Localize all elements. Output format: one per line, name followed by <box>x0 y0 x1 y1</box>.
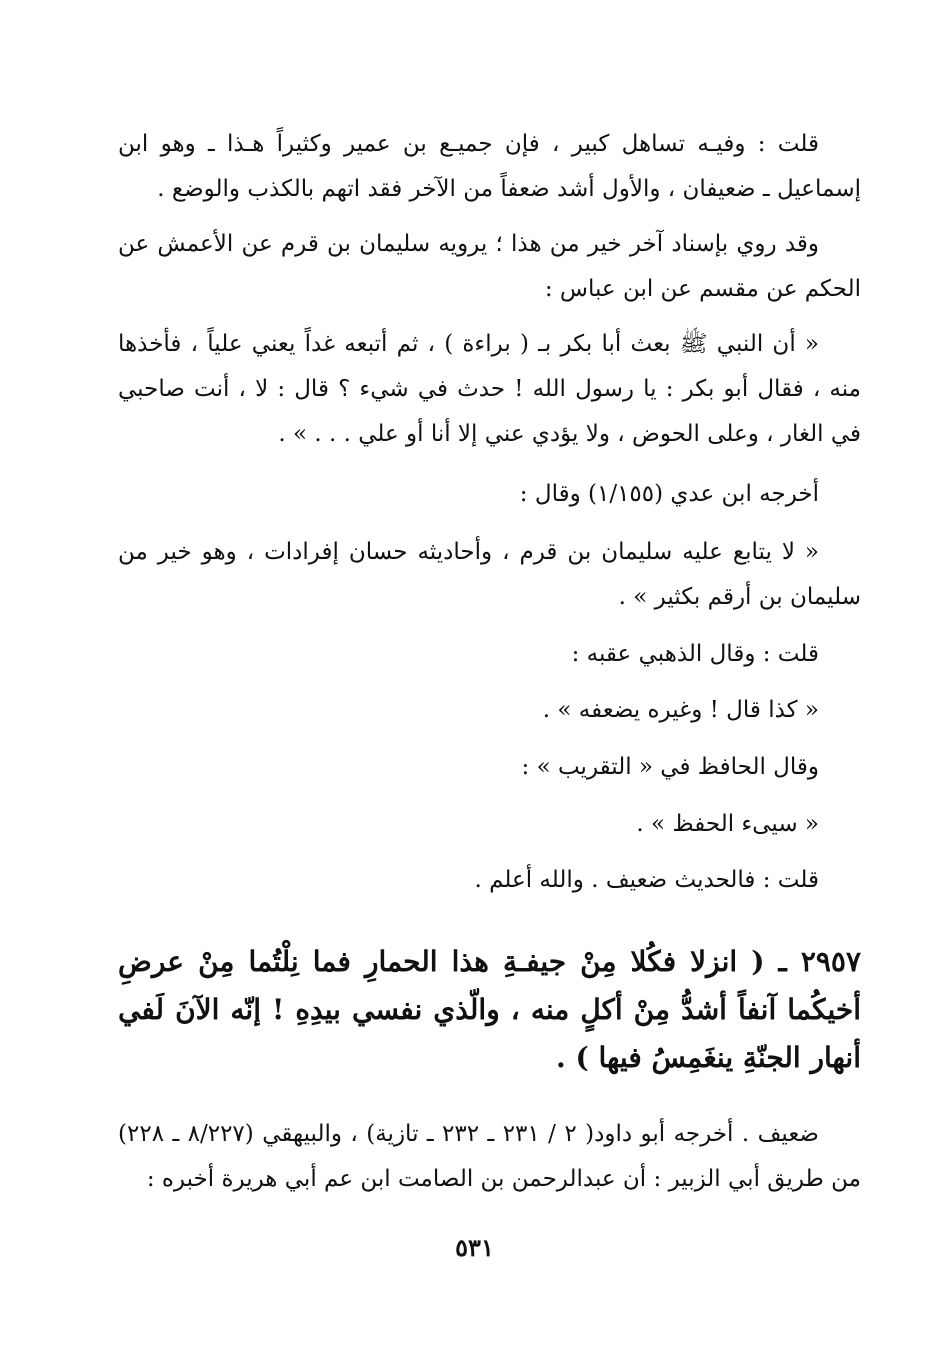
paragraph-verdict: قلت : فالحديث ضعيف . والله أعلم . <box>474 867 819 893</box>
paragraph-hadith-text-quote: « أن النبي ﷺ بعث أبا بكر بـ ( براءة ) ، ثم أتبعه غداً يعني علياً ، فأخذها منه ، فقال أبو بكر : يا رسول الله ! حدث في شيء ؟ قال : لا ، أنت صاحبي في الغار ، وعلى الحوض ، ولا يؤدي عني إلا أنا أو علي . . . » . <box>118 331 861 447</box>
paragraph-grading: ضعيف . أخرجه أبو داود( ٢ / ٢٣١ ـ ٢٣٢ ـ تازية) ، والبيهقي (٨/٢٢٧ ـ ٢٢٨) من طريق أبي الزبير : أن عبدالرحمن بن الصامت ابن عم أبي هريرة أخبره : <box>118 1121 861 1192</box>
paragraph-source-ibn-adi: أخرجه ابن عدي (١/١٥٥) وقال : <box>519 481 819 507</box>
page-number: ٥٣١ <box>455 1233 494 1262</box>
paragraph-hafiz-intro: وقال الحافظ في « التقريب » : <box>521 754 819 780</box>
paragraph-hafiz-quote: « سيىء الحفظ » . <box>636 811 819 837</box>
hadith-heading: ٢٩٥٧ ـ ( انزلا فكُلا مِنْ جيفـةِ هذا الحمارِ فما نِلْتُما مِنْ عرضِ أخيكُما آنفاً أشدُّ مِنْ أكلٍ منه ، والّذي نفسي بيدِهِ ! إنّه الآنَ لَفي أنهار الجنّةِ ينغَمِسُ فيها ) . <box>118 945 861 1074</box>
paragraph-commentary-1: قلت : وفيـه تساهل كبير ، فإن جميـع بن عمير وكثيراً هـذا ـ وهو ابن إسماعيل ـ ضعيفان ، والأول أشد ضعفاً من الآخر فقد اتهم بالكذب والوضع . <box>118 131 861 202</box>
paragraph-alternate-chain: وقد روي بإسناد آخر خير من هذا ؛ يرويه سليمان بن قرم عن الأعمش عن الحكم عن مقسم عن ابن عباس : <box>118 231 861 302</box>
paragraph-ibn-adi-quote: « لا يتابع عليه سليمان بن قرم ، وأحاديثه حسان إفرادات ، وهو خير من سليمان بن أرقم بكثير » . <box>118 539 861 610</box>
paragraph-dhahabi-intro: قلت : وقال الذهبي عقبه : <box>571 641 819 667</box>
paragraph-dhahabi-quote: « كذا قال ! وغيره يضعفه » . <box>542 697 819 723</box>
